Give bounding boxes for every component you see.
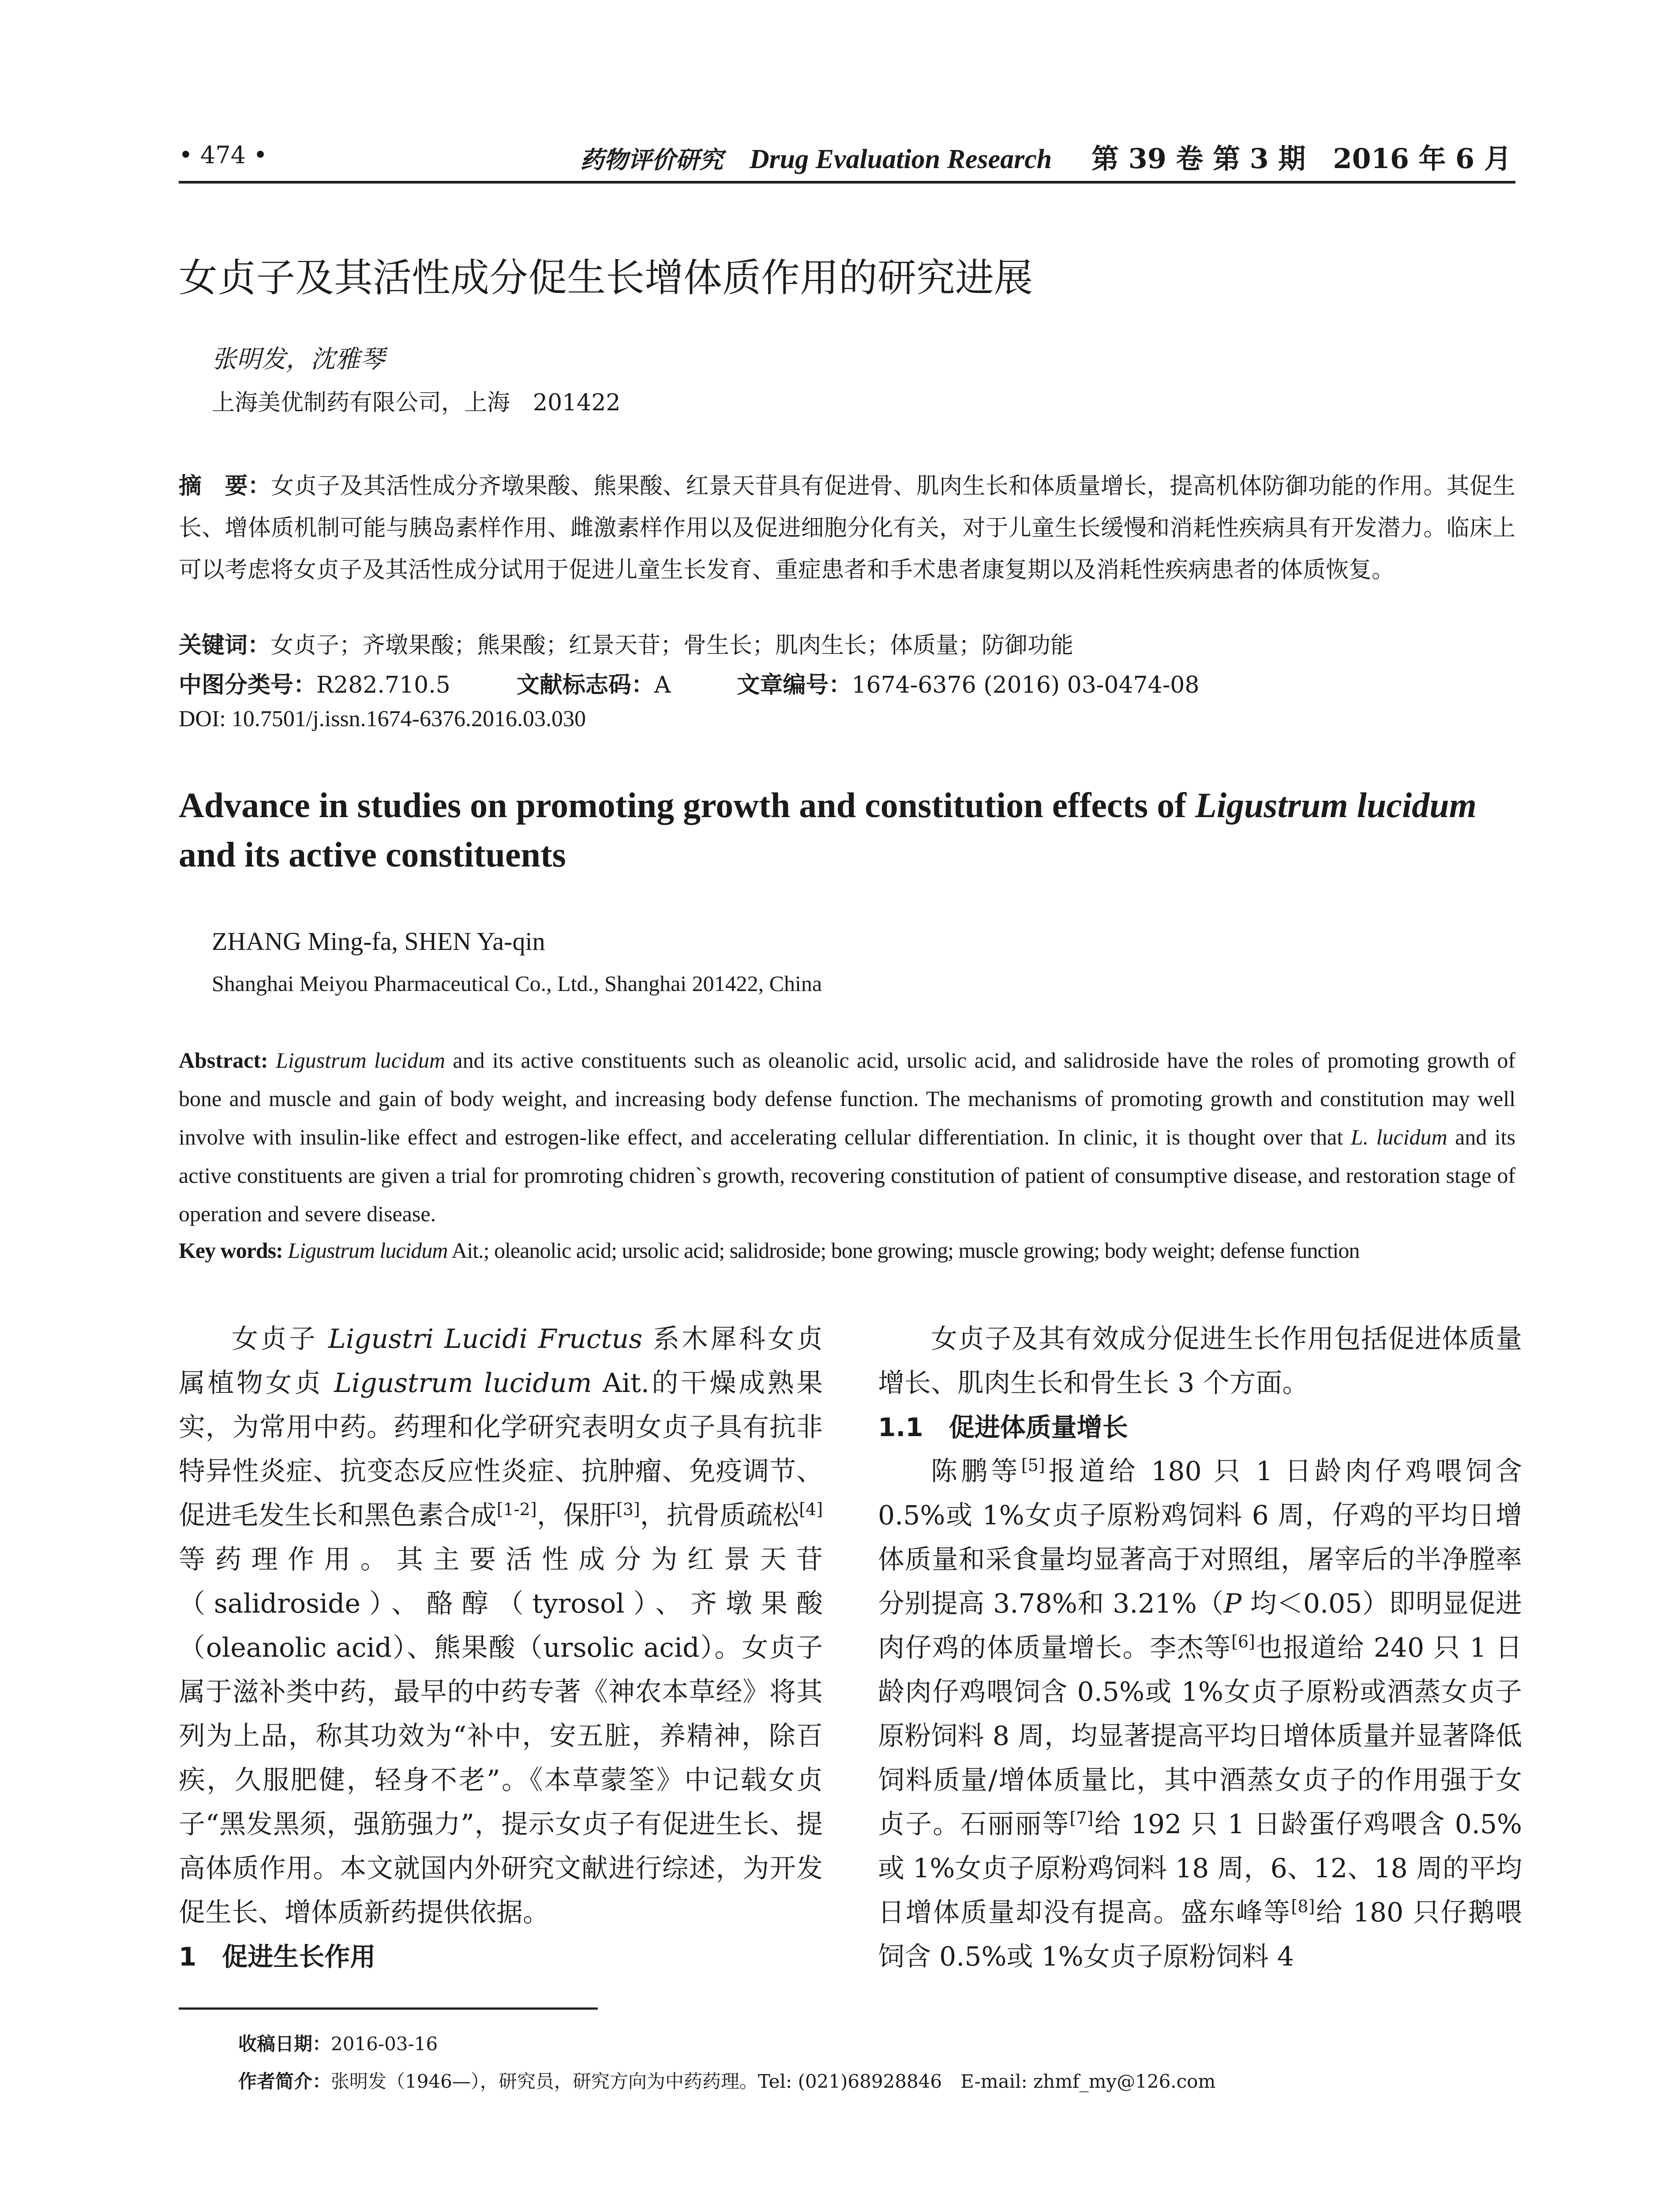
title-en-part1: Advance in studies on promoting growth and constitution effects of	[179, 786, 1195, 825]
abstract-cn	[179, 465, 1515, 591]
abstract-en	[179, 1041, 1515, 1233]
clc-value: R282.710.5	[316, 672, 450, 698]
issue-info: 第 39 卷 第 3 期 2016 年 6 月	[1091, 143, 1511, 175]
section-heading-1: 1 促进生长作用	[179, 1942, 376, 1972]
abstract-cn-text: 女贞子及其活性成分齐墩果酸、熊果酸、红景天苷具有促进骨、肌肉生长和体质量增长，提高机体防御功能的作用。其促生长、增体质机制可能与胰岛素样作用、雌激素样作用以及促进细胞分化有关，对于儿童生长缓慢和消耗性疾病具有开发潜力。临床上可以考虑将女贞子及其活性成分试用于促进儿童生长发育、重症患者和手术患者康复期以及消耗性疾病患者的体质恢复。	[179, 473, 1515, 583]
citation: [6]	[1231, 1632, 1255, 1651]
citation: [5]	[1021, 1456, 1045, 1475]
footnote-received: 收稿日期：2016-03-16	[238, 2033, 438, 2055]
authors-en: ZHANG Ming-fa, SHEN Ya-qin	[212, 927, 545, 956]
citation: [1-2]	[496, 1500, 537, 1519]
citation: [4]	[799, 1500, 823, 1519]
doc-code-value: A	[654, 672, 671, 698]
citation: [8]	[1291, 1897, 1315, 1916]
keywords-cn-label: 关键词：	[179, 632, 271, 659]
abstract-en-species: Ligustrum lucidum	[276, 1048, 446, 1073]
keywords-cn-text: 女贞子；齐墩果酸；熊果酸；红景天苷；骨生长；肌肉生长；体质量；防御功能	[270, 632, 1074, 659]
abstract-cn-label: 摘 要：	[179, 473, 271, 499]
abstract-en-text1: and its active constituents such as oleanolic acid, ursolic acid, and salidroside have the roles of promoting growth of bone and muscle and gain of body weight, and increasing body defense function. The mechanisms of promoting growth and constitution may well involve with insulin-like effect and estrogen-like effect, and accelerating cellular differentiation. In clinic, it is thought over that	[179, 1048, 1516, 1149]
body-paragraph: 女贞子 Ligustri Lucidi Fructus 系木犀科女贞属植物女贞 Ligustrum lucidum Ait.的干燥成熟果实，为常用中药。药理和化学研究表明女贞子具有抗非特异性炎症、抗变态反应性炎症、抗肿瘤、免疫调节、促进毛发生长和黑色素合成[1-2]，保肝[3]，抗骨质疏松[4]等药理作用。其主要活性成分为红景天苷（salidroside）、酪醇（tyrosol）、齐墩果酸（oleanolic acid）、熊果酸（ursolic acid）。女贞子属于滋补类中药，最早的中药专著《神农本草经》将其列为上品，称其功效为“补中，安五脏，养精神，除百疾，久服肥健，轻身不老”。《本草蒙筌》中记载女贞子“黑发黑须，强筋强力”，提示女贞子有促进生长、提高体质作用。本文就国内外研究文献进行综述，为开发促生长、增体质新药提供依据。	[179, 1324, 823, 1928]
section-heading-1-1: 1.1 促进体质量增长	[878, 1412, 1128, 1442]
article-id-value: 1674-6376 (2016) 03-0474-08	[851, 672, 1200, 698]
affiliation-cn: 上海美优制药有限公司，上海 201422	[212, 390, 621, 416]
citation: [7]	[1069, 1808, 1094, 1828]
abstract-en-text2: and its active constituents are given a trial for promroting chidren`s growth, recovering constitution of patient of consumptive disease, and restoration stage of operation and severe disease.	[179, 1125, 1515, 1226]
title-en-part2: and its active constituents	[179, 836, 566, 874]
clc-label: 中图分类号：	[179, 672, 317, 698]
doi: DOI: 10.7501/j.issn.1674-6376.2016.03.030	[179, 706, 586, 732]
footnote-author: 作者简介：张明发（1946—），研究员，研究方向为中药药理。Tel: (021)68928846 E-mail: zhmf_my@126.com	[238, 2071, 1216, 2092]
journal-name-en: Drug Evaluation Research	[749, 144, 1052, 174]
title-cn: 女贞子及其活性成分促生长增体质作用的研究进展	[179, 255, 1033, 300]
title-en-species: Ligustrum lucidum	[1195, 786, 1477, 825]
page-number: • 474 •	[179, 141, 268, 169]
keywords-en-label: Key words:	[179, 1238, 283, 1263]
authors-cn: 张明发，沈雅琴	[212, 345, 385, 374]
body-column-left	[179, 1317, 823, 1979]
article-id-label: 文章编号：	[737, 672, 852, 698]
body-paragraph: 女贞子及其有效成分促进生长作用包括促进体质量增长、肌肉生长和骨生长 3 个方面。	[878, 1324, 1522, 1399]
abstract-en-label: Abstract:	[179, 1048, 268, 1073]
classification-line	[179, 666, 1199, 699]
affiliation-en: Shanghai Meiyou Pharmaceutical Co., Ltd., Shanghai 201422, China	[212, 971, 822, 996]
running-header	[179, 132, 1515, 184]
body-column-right	[878, 1317, 1522, 1979]
citation: [3]	[616, 1500, 640, 1519]
journal-line	[580, 137, 1511, 176]
title-en	[179, 781, 1515, 880]
journal-logo-cn: 药物评价研究	[580, 146, 723, 174]
footnote-divider	[179, 2007, 598, 2010]
keywords-en-text: Ait.; oleanolic acid; ursolic acid; salidroside; bone growing; muscle growing; body weight; defense function	[447, 1238, 1360, 1263]
keywords-en-species: Ligustrum lucidum	[288, 1238, 448, 1263]
body-paragraph: 陈鹏等[5]报道给 180 只 1 日龄肉仔鸡喂饲含 0.5%或 1%女贞子原粉鸡饲料 6 周，仔鸡的平均日增体质量和采食量均显著高于对照组，屠宰后的半净膛率分别提高 3.78%和 3.21%（P 均＜0.05）即明显促进肉仔鸡的体质量增长。李杰等[6]也报道给 240 只 1 日龄肉仔鸡喂饲含 0.5%或 1%女贞子原粉或酒蒸女贞子原粉饲料 8 周，均显著提高平均日增体质量并显著降低饲料质量/增体质量比，其中酒蒸女贞子的作用强于女贞子。石丽丽等[7]给 192 只 1 日龄蛋仔鸡喂含 0.5%或 1%女贞子原粉鸡饲料 18 周，6、12、18 周的平均日增体质量却没有提高。盛东峰等[8]给 180 只仔鹅喂饲含 0.5%或 1%女贞子原粉饲料 4	[878, 1456, 1522, 1972]
keywords-cn	[179, 627, 1073, 660]
abstract-en-species-short: L. lucidum	[1350, 1125, 1448, 1149]
doc-code-label: 文献标志码：	[516, 672, 654, 698]
keywords-en	[179, 1238, 1515, 1263]
